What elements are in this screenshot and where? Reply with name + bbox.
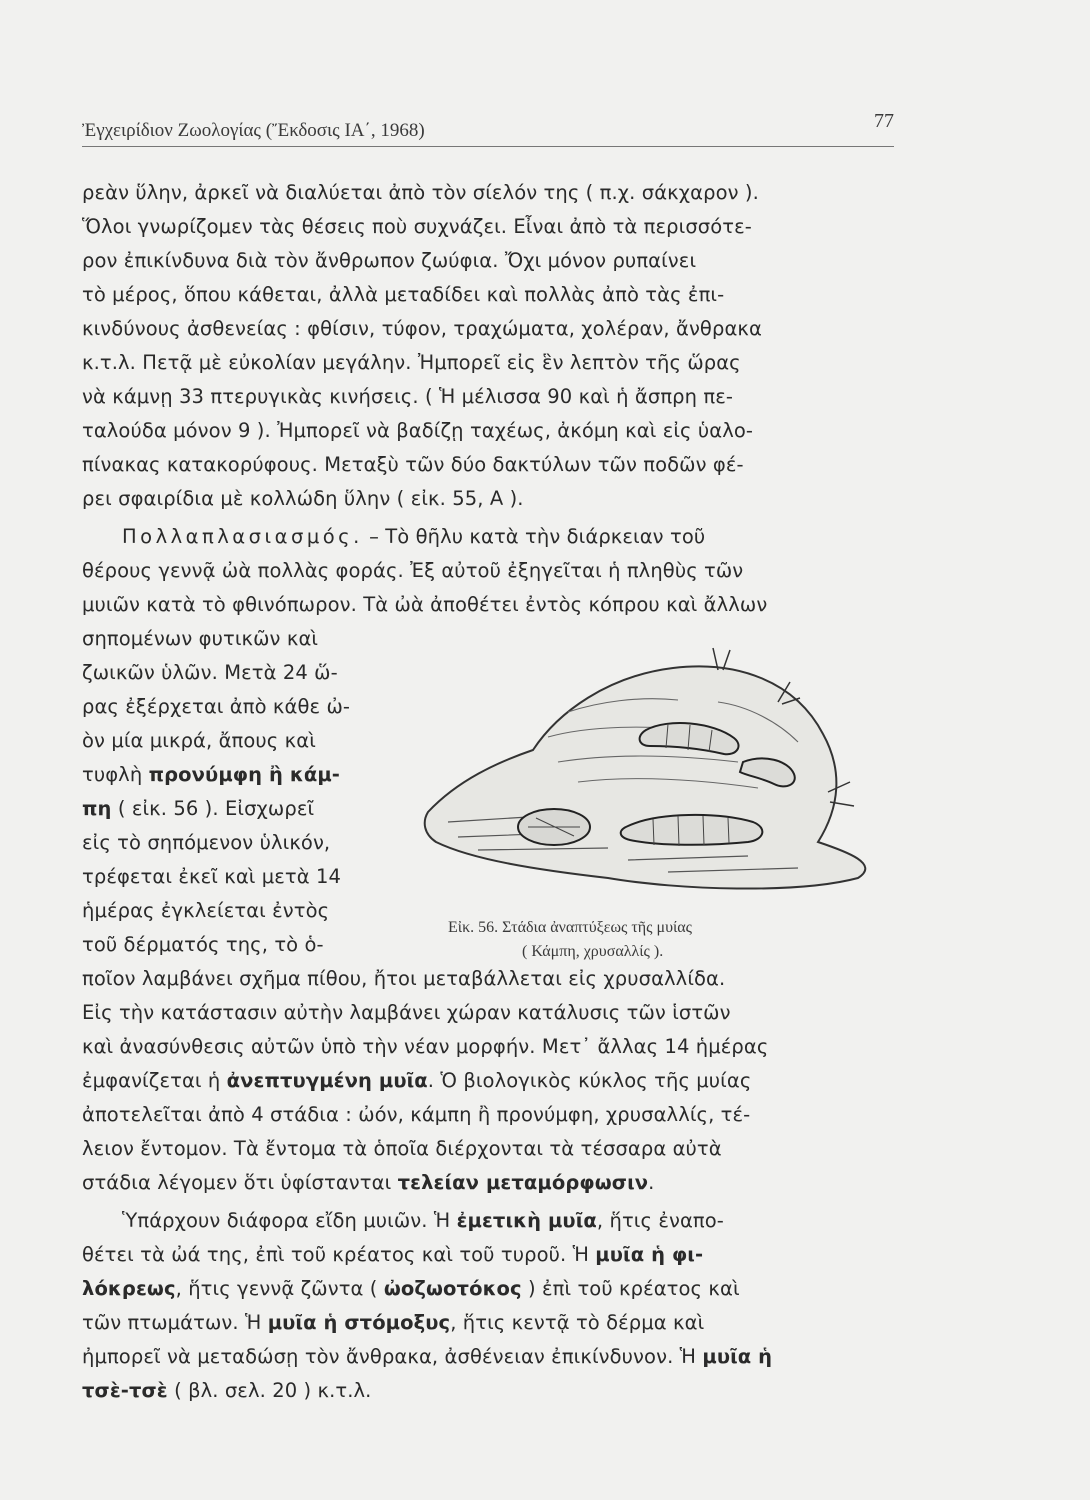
text-line xyxy=(82,1308,902,1338)
text-line: Εἰς τὴν κατάστασιν αὐτὴν λαμβάνει χώραν κατάλυσις τῶν ἱστῶν xyxy=(82,1001,731,1024)
text-line: κ.τ.λ. Πετᾷ μὲ εὐκολίαν μεγάλην. Ἠμπορεῖ εἰς ἓν λεπτὸν τῆς ὥρας xyxy=(82,351,741,374)
text-line xyxy=(82,1066,902,1096)
bold-term: ἐμετικὴ μυῖα xyxy=(456,1209,597,1232)
bold-term: μυῖα ἡ xyxy=(702,1345,773,1368)
bold-term: προνύμφη ἢ κάμ- xyxy=(148,763,340,786)
text-run: ἐμφανίζεται ἡ xyxy=(82,1069,227,1092)
text-line: ἡμέρας ἐγκλείεται ἐντὸς xyxy=(82,899,330,922)
page-number: 77 xyxy=(874,110,894,132)
section-heading: Πολλαπλασιασμός. xyxy=(122,525,363,548)
text-line xyxy=(82,794,412,824)
text-line xyxy=(122,1206,942,1236)
text-line: εἰς τὸ σηπόμενον ὑλικόν, xyxy=(82,831,331,854)
text-line xyxy=(82,1168,902,1198)
text-line: ποῖον λαμβάνει σχῆμα πίθου, ἤτοι μεταβάλλεται εἰς χρυσαλλίδα. xyxy=(82,967,726,990)
text-line: πίνακας κατακορύφους. Μεταξὺ τῶν δύο δακτύλων τῶν ποδῶν φέ- xyxy=(82,453,744,476)
text-run: , ἥτις κεντᾷ τὸ δέρμα καὶ xyxy=(450,1311,705,1334)
text-line: νὰ κάμνῃ 33 πτερυγικὰς κινήσεις. ( Ἡ μέλισσα 90 καὶ ἡ ἄσπρη πε- xyxy=(82,385,734,408)
bold-term: ἀνεπτυγμένη μυῖα xyxy=(226,1069,428,1092)
text-line: κινδύνους ἀσθενείας : φθίσιν, τύφον, τραχώματα, χολέραν, ἄνθρακα xyxy=(82,317,762,340)
running-head-title: Ἐγχειρίδιον Ζωολογίας (Ἔκδοσις ΙΑ΄, 1968) xyxy=(82,120,425,141)
bold-term: τσὲ-τσὲ xyxy=(82,1379,168,1402)
caption-line: Εἰκ. 56. Στάδια ἀναπτύξεως τῆς μυίας xyxy=(448,919,693,936)
figure-larva-pupa xyxy=(418,642,892,904)
text-line: θέρους γεννᾷ ὠὰ πολλὰς φοράς. Ἐξ αὐτοῦ ἐξηγεῖται ἡ πληθὺς τῶν xyxy=(82,559,744,582)
figure-caption xyxy=(448,916,894,964)
text-line xyxy=(82,1342,902,1372)
section-line xyxy=(122,522,942,552)
text-line: ταλούδα μόνον 9 ). Ἠμπορεῖ νὰ βαδίζῃ ταχέως, ἀκόμη καὶ εἰς ὑαλο- xyxy=(82,419,754,442)
text-run: στάδια λέγομεν ὅτι ὑφίστανται xyxy=(82,1171,398,1194)
text-run: . Ὁ βιολογικὸς κύκλος τῆς μυίας xyxy=(427,1069,752,1092)
text-run: θέτει τὰ ὠά της, ἐπὶ τοῦ κρέατος καὶ τοῦ τυροῦ. Ἡ xyxy=(82,1243,596,1266)
text-run: , ἥτις ἐναπο- xyxy=(596,1209,724,1232)
text-line: σηπομένων φυτικῶν καὶ xyxy=(82,627,319,650)
text-line: τρέφεται ἐκεῖ καὶ μετὰ 14 xyxy=(82,865,342,888)
text-run: ἠμπορεῖ νὰ μεταδώσῃ τὸν ἄνθρακα, ἀσθένειαν ἐπικίνδυνον. Ἡ xyxy=(82,1345,703,1368)
caption-line: ( Κάμπη, χρυσαλλίς ). xyxy=(522,943,664,960)
bold-term: πη xyxy=(82,797,112,820)
text-line xyxy=(82,1376,902,1406)
text-run: τῶν πτωμάτων. Ἡ xyxy=(82,1311,268,1334)
text-line: Ὅλοι γνωρίζομεν τὰς θέσεις ποὺ συχνάζει. Εἶναι ἀπὸ τὰ περισσότε- xyxy=(82,215,752,238)
text-line: ἀποτελεῖται ἀπὸ 4 στάδια : ὠόν, κάμπη ἢ προνύμφη, χρυσαλλίς, τέ- xyxy=(82,1103,751,1126)
text-line: λειον ἔντομον. Τὰ ἔντομα τὰ ὁποῖα διέρχονται τὰ τέσσαρα αὐτὰ xyxy=(82,1137,722,1160)
bold-term: λόκρεως xyxy=(82,1277,176,1300)
dung-mass xyxy=(425,666,866,888)
text-line: μυιῶν κατὰ τὸ φθινόπωρον. Τὰ ὠὰ ἀποθέτει ἐντὸς κόπρου καὶ ἄλλων xyxy=(82,593,768,616)
text-run: ) ἐπὶ τοῦ κρέατος καὶ xyxy=(521,1277,740,1300)
text-line: ρον ἐπικίνδυνα διὰ τὸν ἄνθρωπον ζωύφια. Ὄχι μόνον ρυπαίνει xyxy=(82,249,697,272)
header-rule xyxy=(82,146,894,147)
bold-term: μυῖα ἡ φι- xyxy=(595,1243,704,1266)
bold-term: τελείαν μεταμόρφωσιν xyxy=(397,1171,649,1194)
text-line xyxy=(82,1274,902,1304)
text-line: τοῦ δέρματός της, τὸ ὁ- xyxy=(82,933,324,956)
text-run: ( βλ. σελ. 20 ) κ.τ.λ. xyxy=(167,1379,372,1402)
text-line: ζωικῶν ὑλῶν. Μετὰ 24 ὥ- xyxy=(82,661,338,684)
pupa-shape xyxy=(518,809,590,845)
text-run: Ὑπάρχουν διάφορα εἴδη μυιῶν. Ἡ xyxy=(122,1209,457,1232)
bold-term: μυῖα ἡ στόμοξυς xyxy=(267,1311,451,1334)
text-line: ρει σφαιρίδια μὲ κολλώδη ὕλην ( εἰκ. 55, Α ). xyxy=(82,487,524,510)
running-head xyxy=(82,110,894,150)
text-run: – Τὸ θῆλυ κατὰ τὴν διάρκειαν τοῦ xyxy=(362,525,706,548)
text-line: ὸν μία μικρά, ἄπους καὶ xyxy=(82,729,316,752)
text-line: ρεὰν ὕλην, ἀρκεῖ νὰ διαλύεται ἀπὸ τὸν σίελόν της ( π.χ. σάκχαρον ). xyxy=(82,181,759,204)
text-line xyxy=(82,760,412,790)
text-line: καὶ ἀνασύνθεσις αὐτῶν ὑπὸ τὴν νέαν μορφήν. Μετ᾽ ἄλλας 14 ἡμέρας xyxy=(82,1035,769,1058)
text-line: τὸ μέρος, ὅπου κάθεται, ἀλλὰ μεταδίδει καὶ πολλὰς ἀπὸ τὰς ἐπι- xyxy=(82,283,725,306)
bold-term: ὠοζωοτόκος xyxy=(383,1277,522,1300)
text-run: τυφλὴ xyxy=(82,763,149,786)
text-line xyxy=(82,1240,902,1270)
text-run: . xyxy=(648,1171,655,1194)
text-run: ( εἰκ. 56 ). Εἰσχωρεῖ xyxy=(111,797,315,820)
text-run: , ἥτις γεννᾷ ζῶντα ( xyxy=(175,1277,384,1300)
text-line: ρας ἐξέρχεται ἀπὸ κάθε ὠ- xyxy=(82,695,351,718)
